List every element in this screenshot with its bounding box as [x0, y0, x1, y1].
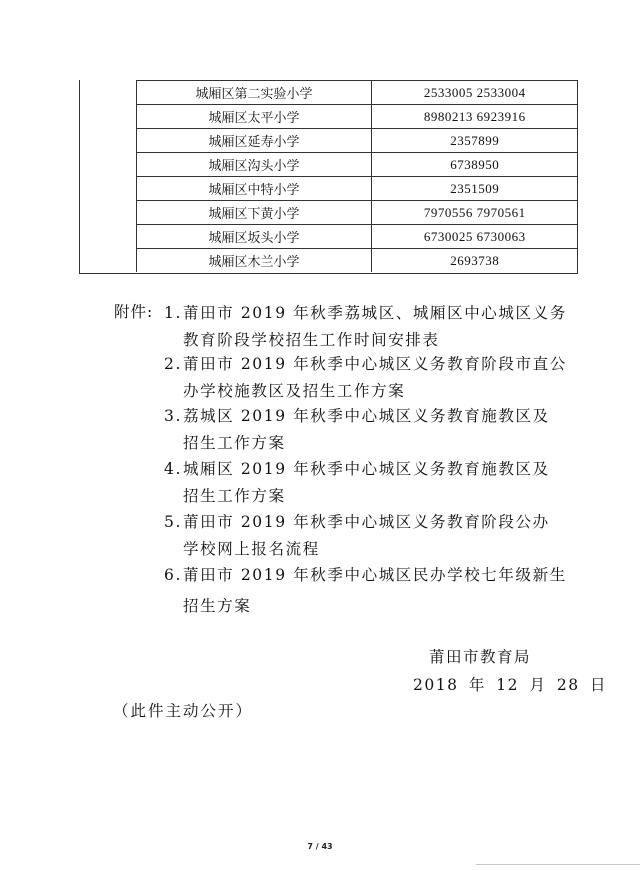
attachment-line-1: 荔城区 2019 年秋季中心城区义务教育施教区及 [183, 407, 550, 425]
table-left-column [80, 80, 136, 273]
attachment-item-1 [164, 300, 567, 354]
table-row [137, 129, 578, 153]
page-number: 7 / 43 [307, 842, 333, 851]
school-phone-table [136, 80, 578, 272]
phone-cell: 2693738 [372, 249, 578, 273]
attachment-line-1: 莆田市 2019 年秋季荔城区、城厢区中心城区义务 [183, 304, 567, 322]
attachment-line-1: 莆田市 2019 年秋季中心城区义务教育阶段公办 [183, 513, 550, 531]
phone-cell: 7970556 7970561 [372, 201, 578, 225]
attachment-number: 4. [164, 460, 182, 478]
attachment-line-2: 招生工作方案 [183, 487, 286, 505]
school-name-cell: 城厢区木兰小学 [137, 249, 372, 273]
school-name-cell: 城厢区中特小学 [137, 177, 372, 201]
attachment-number: 1. [164, 304, 182, 322]
attachment-line-1: 城厢区 2019 年秋季中心城区义务教育施教区及 [183, 460, 550, 478]
attachment-item-5 [164, 509, 550, 563]
attachment-line-1: 莆田市 2019 年秋季中心城区民办学校七年级新生 [183, 566, 567, 584]
attachment-line-2: 学校网上报名流程 [183, 540, 320, 558]
attachment-number: 5. [164, 513, 182, 531]
school-name-cell: 城厢区延寿小学 [137, 129, 372, 153]
attachment-line-2: 办学校施教区及招生工作方案 [183, 382, 406, 400]
attachment-line-2: 招生方案 [183, 597, 252, 615]
school-name-cell: 城厢区沟头小学 [137, 153, 372, 177]
attachment-item-6 [164, 562, 567, 620]
table-row [137, 81, 578, 105]
issuing-organization: 莆田市教育局 [429, 648, 532, 666]
table-row [137, 153, 578, 177]
attachments-label: 附件: [114, 303, 154, 321]
attachment-item-4 [164, 456, 550, 510]
table-row [137, 177, 578, 201]
table-row [137, 249, 578, 273]
school-name-cell: 城厢区坂头小学 [137, 225, 372, 249]
table-row [137, 105, 578, 129]
attachment-number: 2. [164, 355, 182, 373]
phone-cell: 2351509 [372, 177, 578, 201]
attachment-number: 6. [164, 566, 182, 584]
phone-cell: 8980213 6923916 [372, 105, 578, 129]
attachment-number: 3. [164, 407, 182, 425]
phone-cell: 6730025 6730063 [372, 225, 578, 249]
attachment-line-2: 招生工作方案 [183, 434, 286, 452]
school-contact-table [79, 80, 578, 274]
public-disclosure-note: （此件主动公开） [113, 702, 254, 720]
attachment-item-3 [164, 403, 550, 457]
footer-divider [476, 864, 640, 865]
attachment-item-2 [164, 351, 567, 405]
school-name-cell: 城厢区太平小学 [137, 105, 372, 129]
phone-cell: 2357899 [372, 129, 578, 153]
table-row [137, 225, 578, 249]
school-name-cell: 城厢区第二实验小学 [137, 81, 372, 105]
issue-date: 2018 年 12 月 28 日 [413, 676, 608, 694]
school-name-cell: 城厢区下黄小学 [137, 201, 372, 225]
table-row [137, 201, 578, 225]
phone-cell: 6738950 [372, 153, 578, 177]
phone-cell: 2533005 2533004 [372, 81, 578, 105]
attachment-line-1: 莆田市 2019 年秋季中心城区义务教育阶段市直公 [183, 355, 567, 373]
attachment-line-2: 教育阶段学校招生工作时间安排表 [183, 331, 440, 349]
